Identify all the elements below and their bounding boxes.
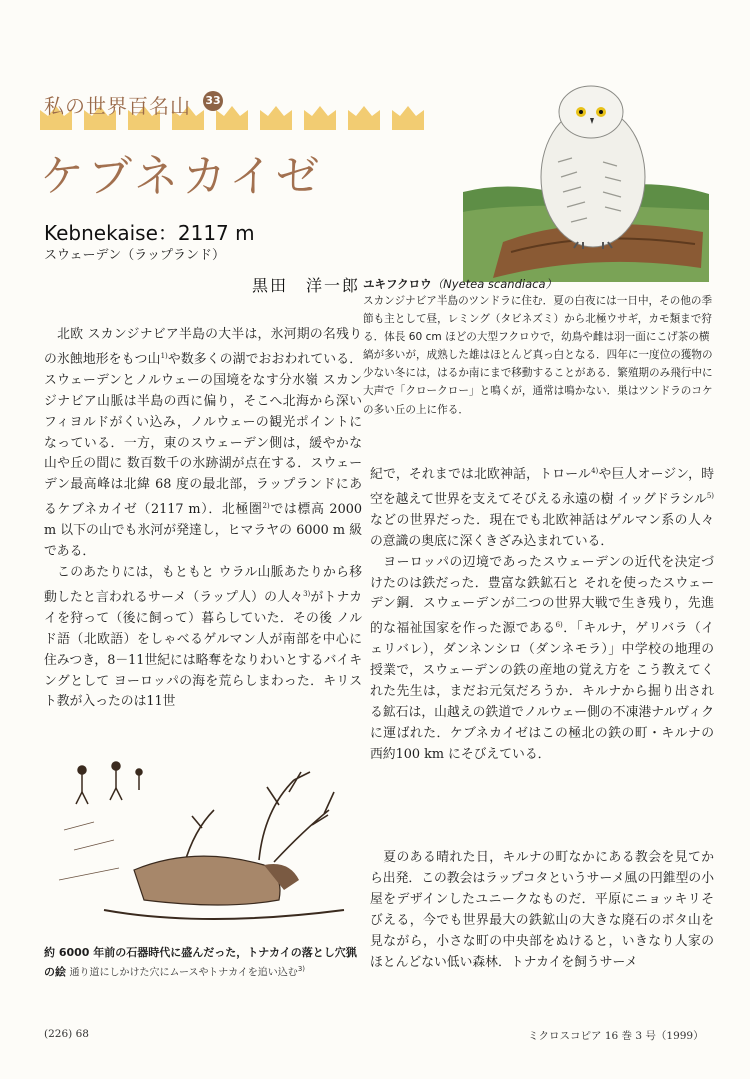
owl-caption-name: ユキフクロウ — [363, 277, 432, 291]
page-title: ケブネカイゼ — [40, 151, 324, 202]
cave-caption — [44, 944, 364, 982]
body-text: ．「キルナ，ゲリバラ（イェリバレ），ダンネンシロ（ダンネモラ）」中学校の地理の授業で，スウェーデンの鉄の産地の覚え方を こう教えてくれた先生は，まだお元気だろうか．キルナから掘り出される鉱石は，山越えの鉄道でノルウェー側の不凍港ナルヴィクに運ばれた．ケブネカイゼはこの極北の鉄の町・キルナの西約100 km にそびえている． — [370, 621, 714, 762]
mountain-region: スウェーデン（ラップランド） — [44, 248, 225, 263]
page-number: (226) 68 — [44, 1028, 89, 1040]
series-title: 私の世界百名山 — [44, 94, 191, 118]
footnote-ref: 4) — [591, 467, 599, 475]
body-text: などの世界だった．現在でも北欧神話はゲルマン系の人々の意識の奥底に深くきざみ込まれている． — [370, 512, 714, 549]
journal-citation: ミクロスコピア 16 巻 3 号（1999） — [528, 1030, 704, 1042]
body-text: 北欧 スカンジナビア半島の大半は，氷河期の名残りの氷蝕地形をもつ山 — [44, 327, 362, 367]
footnote-ref: 5) — [706, 491, 714, 500]
body-text: や巨人オージン，時空を越えて世界を支えてそびえる永遠の樹 イッグドラシル — [370, 467, 714, 507]
body-paragraph-1 — [44, 325, 362, 563]
body-text: 夏のある晴れた日，キルナの町なかにある教会を見てから出発．この教会はラップコタというサーメ風の円錐型の小屋をデザインしたユニークなものだ．平原にニョッキリそびえる，今でも世界最大の鉄鉱山の大きな廃石のボタ山を見ながら，小さな町の中央部をぬけると，いきなり人家のほとんどない低い森林．トナカイを飼うサーメ — [370, 850, 715, 970]
body-text: では標高 2000 m 以下の山でも氷河が発達し，ヒマラヤの 6000 m 級である． — [44, 502, 362, 560]
body-text: ヨーロッパの辺境であったスウェーデンの近代を決定づけたのは鉄だった．豊富な鉄鉱石と それを使ったスウェーデン鋼．スウェーデンが二つの世界大戦で生き残り，先進的な福祉国家を作った源である — [370, 554, 714, 637]
body-paragraph-4 — [370, 553, 714, 766]
cave-caption-detail: 通り道にしかけた穴にムースやトナカイを追い込む — [69, 967, 298, 979]
body-paragraph-3 — [370, 461, 714, 553]
footnote-ref: 6) — [555, 621, 563, 630]
snowy-owl-illustration — [463, 82, 709, 282]
body-text: がトナカイを狩って（後に飼って）暮らしていた．その後 ノルド語（北欧語）をしゃべるゲルマン人が南部を中心に住みつき，8－11世紀には略奪をなりわいとするバイキングとして ヨーロッパの海を荒らしまわった．キリスト教が入ったのは11世 — [44, 589, 363, 710]
issue-number-badge: 33 — [203, 91, 223, 111]
body-column-right-top — [370, 461, 714, 766]
body-paragraph-5 — [370, 848, 714, 973]
body-paragraph-2 — [44, 563, 362, 713]
body-text: や数多くの湖でおおわれている．スウェーデンとノルウェーの国境をなす分水嶺 スカンジナビア山脈は半島の西に偏り，そこへ北海から深いフィヨルドがくい込み，ノルウェーの観光ポイントになっている．一方，東のスウェーデン側は，緩やかな山や丘の間に 数百数千の氷跡湖が点在する．スウェーデン最高峰は北緯 68 度の最北部，ラップランドにあるケブネカイゼ（2117 m）．北極圏 — [44, 351, 363, 518]
cave-caption-title: 約 6000 年前の石器時代に盛んだった，トナカイの落とし穴猟の絵 — [44, 946, 357, 979]
owl-caption-text: スカンジナビア半島のツンドラに住む．夏の白夜には一日中，その他の季節も主として昼，レミング（タビネズミ）から北極ウサギ，カモ類まで狩る．体長 60 cm ほどの大型フクロウで，幼鳥や雌は羽一面にこげ茶の横縞が多いが，成熟した雄はほとんど真っ白となる．四年に一度位の獲物の少ない冬には，はるか南にまで移動することがある．繁殖期のみ飛行中に大声で「クロークロー」と鳴くが，通常は鳴かない．巣はツンドラのコケの多い丘の上に作る． — [363, 295, 713, 416]
body-column-right-bottom — [370, 848, 714, 973]
owl-caption-title — [363, 276, 557, 292]
author-name: 黒田 洋一郎 — [252, 276, 361, 295]
footnote-ref: 1) — [160, 351, 168, 360]
owl-caption-latin: （Nyetea scandiaca） — [431, 277, 557, 291]
footnote-ref: 3) — [303, 589, 311, 598]
mountain-name-elevation: Kebnekaise：2117 m — [44, 221, 255, 245]
cave-painting-illustration — [44, 750, 364, 938]
footnote-ref: 3) — [297, 965, 305, 973]
body-column-left — [44, 325, 362, 713]
footnote-ref: 2) — [262, 502, 270, 511]
body-text: 紀で，それまでは北欧神話，トロール — [370, 467, 592, 482]
body-text: このあたりには，もともと ウラル山脈あたりから移動したと言われるサーメ（ラップ人）の人々 — [44, 564, 363, 605]
